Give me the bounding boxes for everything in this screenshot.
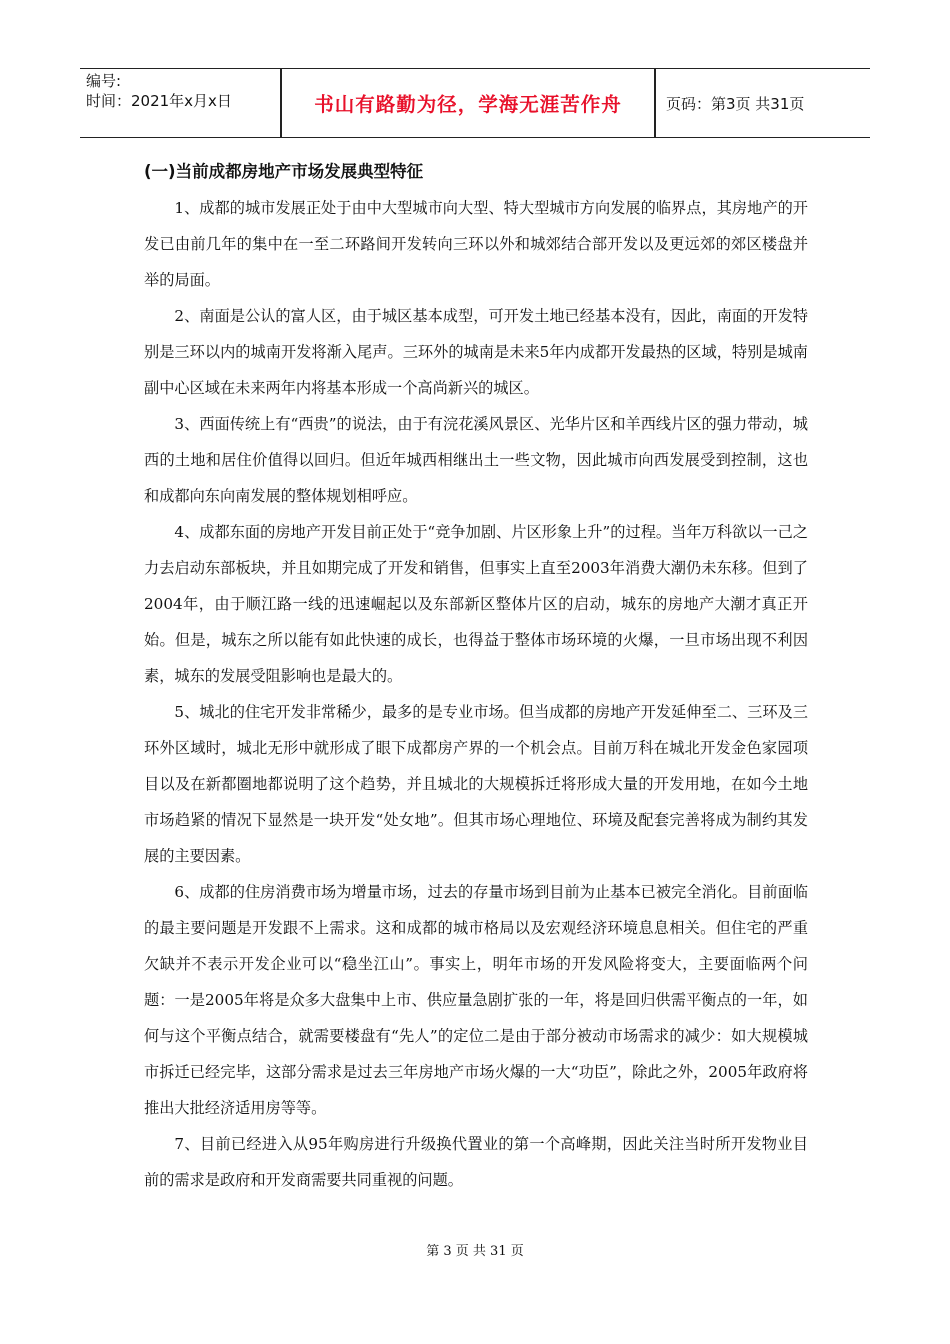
number-label: 编号: [86,72,122,90]
date-label: 时间：2021年x月x日 [86,92,232,110]
paragraph-6: 6、成都的住房消费市场为增量市场，过去的存量市场到目前为止基本已被完全消化。目前面临的最主要问题是开发跟不上需求。这和成都的城市格局以及宏观经济环境息息相关。但住宅的严重欠缺并不表示开发企业可以“稳坐江山”。事实上，明年市场的开发风险将变大，主要面临两个问题：一是2005年将是众多大盘集中上市、供应量急剧扩张的一年，将是回归供需平衡点的一年，如何与这个平衡点结合，就需要楼盘有“先人”的定位二是由于部分被动市场需求的减少：如大规模城市拆迁已经完毕，这部分需求是过去三年房地产市场火爆的一大“功臣”，除此之外，2005年政府将推出大批经济适用房等等。 [144,883,808,1117]
paragraph-5: 5、城北的住宅开发非常稀少，最多的是专业市场。但当成都的房地产开发延伸至二、三环及三环外区域时，城北无形中就形成了眼下成都房产界的一个机会点。目前万科在城北开发金色家园项目以及在新都圈地都说明了这个趋势，并且城北的大规模拆迁将形成大量的开发用地，在如今土地市场趋紧的情况下显然是一块开发“处女地”。但其市场心理地位、环境及配套完善将成为制约其发展的主要因素。 [144,703,808,865]
paragraph-2: 2、南面是公认的富人区，由于城区基本成型，可开发土地已经基本没有，因此，南面的开发特别是三环以内的城南开发将渐入尾声。三环外的城南是未来5年内成都开发最热的区域，特别是城南副中心区域在未来两年内将基本形成一个高尚新兴的城区。 [144,307,808,397]
header-page-info: 页码：第3页 共31页 [666,94,805,113]
motto: 书山有路勤为径，学海无涯苦作舟 [314,93,622,116]
paragraph-4: 4、成都东面的房地产开发目前正处于“竞争加剧、片区形象上升”的过程。当年万科欲以一己之力去启动东部板块，并且如期完成了开发和销售，但事实上直至2003年消费大潮仍未东移。但到了2004年，由于顺江路一线的迅速崛起以及东部新区整体片区的启动，城东的房地产大潮才真正开始。但是，城东之所以能有如此快速的成长，也得益于整体市场环境的火爆，一旦市场出现不利因素，城东的发展受阻影响也是最大的。 [144,523,808,685]
paragraph-1: 1、成都的城市发展正处于由中大型城市向大型、特大型城市方向发展的临界点，其房地产的开发已由前几年的集中在一至二环路间开发转向三环以外和城郊结合部开发以及更远郊的郊区楼盘并举的局面。 [144,199,808,289]
paragraph-3: 3、西面传统上有“西贵”的说法，由于有浣花溪风景区、光华片区和羊西线片区的强力带动，城西的土地和居住价值得以回归。但近年城西相继出土一些文物，因此城市向西发展受到控制，这也和成都向东向南发展的整体规划相呼应。 [144,415,808,505]
header-meta [86,71,232,111]
section-heading: (一)当前成都房地产市场发展典型特征 [144,162,424,181]
page-footer: 第 3 页 共 31 页 [426,1244,524,1259]
header-divider [654,69,656,137]
main-content [144,154,808,1198]
paragraph-7: 7、目前已经进入从95年购房进行升级换代置业的第一个高峰期，因此关注当时所开发物业目前的需求是政府和开发商需要共同重视的问题。 [144,1135,808,1189]
document-header [80,68,870,138]
